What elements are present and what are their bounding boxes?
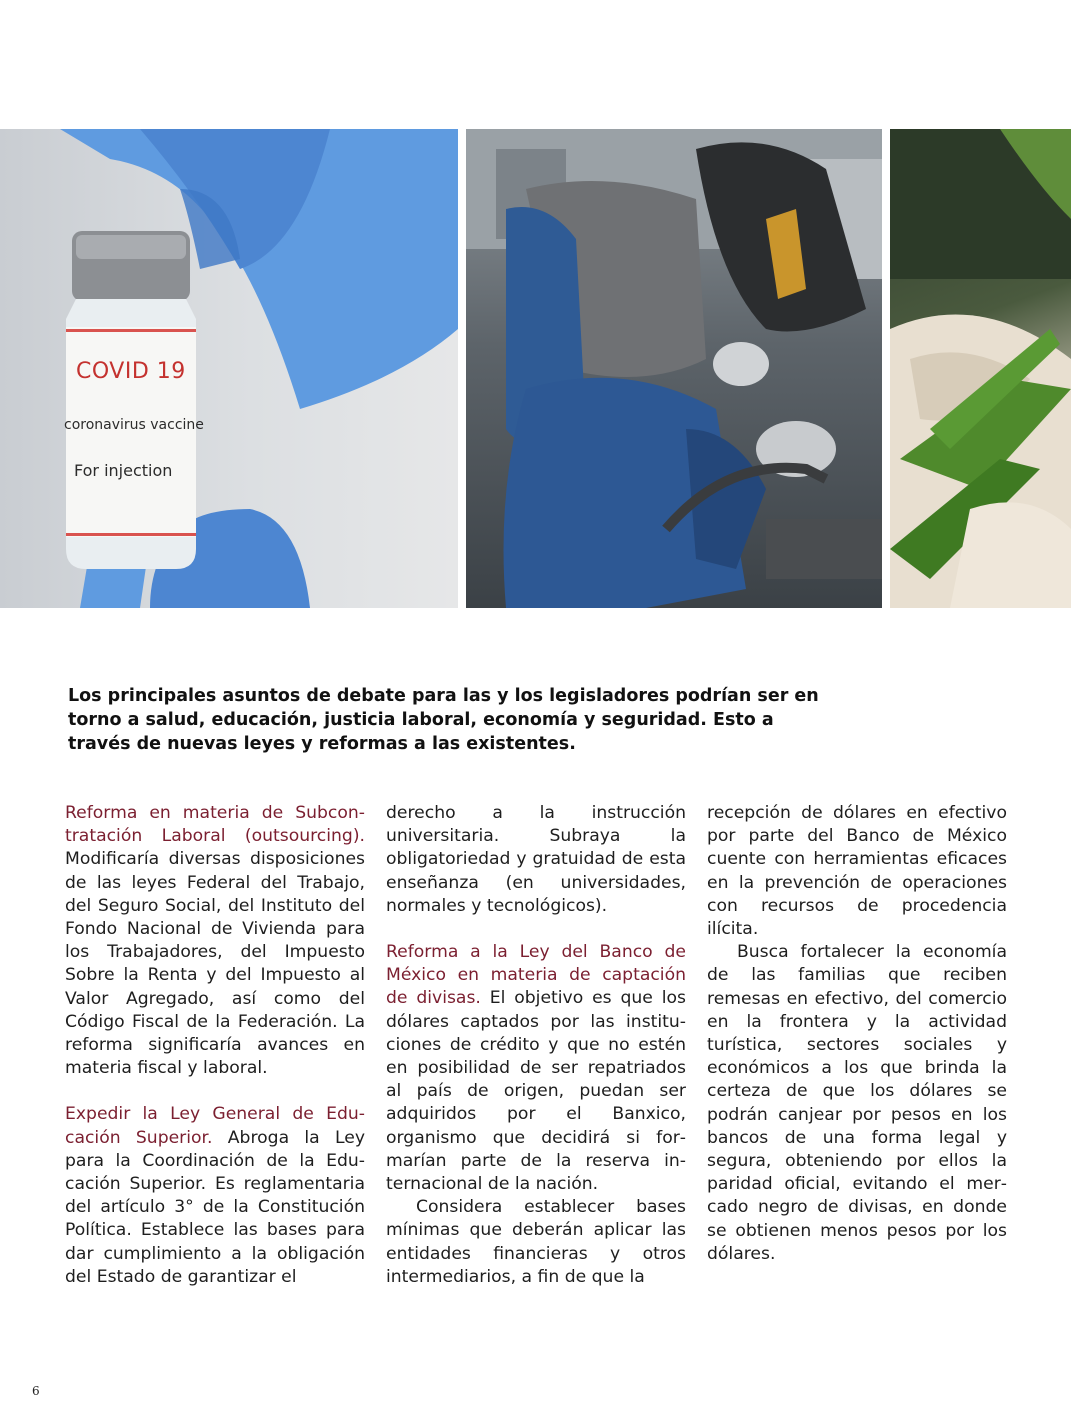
body-banxico-3: Busca fortalecer la economía de las familias que reciben remesas en efectivo, del comercio en la frontera y la actividad turística, sectores sociales y económicos a los que brinda la certeza de que los dólares se podrán canjear por pesos en los bancos de una forma legal y segura, obteniendo por ellos la paridad oficial, evitando el mercado negro de divisas, en donde se obtienen menos pesos por los dólares. [707,942,1007,1264]
body-banxico-2: recepción de dólares en efectivo por parte del Banco de México cuente con herramientas eficaces en la prevención de operaciones con recursos de procedencia ilícita. [707,803,1007,940]
text-column-3 [707,802,1007,1266]
body-outsourcing: Modificaría diversas disposiciones de las leyes Federal del Trabajo, del Seguro Social, del Instituto del Fondo Nacional de Vivienda para los Trabajadores, del Impuesto Sobre la Renta y del Impuesto al Valor Agregado, así como del Código Fiscal de la Federación. La reforma significaría avances en materia fiscal y laboral. [65,849,365,1079]
vial-label-usage: For injection [74,461,173,480]
page-number: 6 [32,1384,40,1398]
vial-label-subtitle: coronavirus vaccine [64,417,204,433]
text-column-1 [65,802,365,1289]
paragraph-banxico-3 [707,941,1007,1266]
paragraph-educacion [65,1103,365,1289]
paragraph-educacion-cont [386,802,686,918]
body-banxico-2: Considera establecer bases mínimas que deberán aplicar las entidades financieras y otros intermediarios, a fin de que la [386,1197,686,1287]
paragraph-outsourcing [65,802,365,1080]
paragraph-banxico-2-cont [707,802,1007,941]
paragraph-banxico [386,941,686,1196]
photo-welder [466,129,882,608]
heading-outsourcing: Reforma en materia de Subcontratación Laboral (outsourcing). [65,803,365,847]
intro-summary: Los principales asuntos de debate para las y los legisladores podrían ser en torno a salud, educación, justicia laboral, economía y seguridad. Esto a través de nuevas leyes y reformas a las existentes. [68,686,819,754]
body-banxico: El objetivo es que los dólares captados por las instituciones de crédito y que no estén en posibilidad de ser repatriados al país de origen, puedan ser adquiridos por el Banxico, organismo que decidirá si formarían parte de la reserva internacional de la nación. [386,988,686,1195]
paragraph-banxico-2 [386,1196,686,1289]
photo-cannabis [890,129,1071,608]
text-column-2 [386,802,686,1289]
heading-banxico: Reforma a la Ley del Banco de México en materia de captación de divisas. [386,942,686,1009]
body-educacion: Abroga la Ley para la Coordinación de la Educación Superior. Es reglamentaria del artículo 3° de la Constitución Política. Establece las bases para dar cumplimiento a la obligación del Estado de garantizar el [65,1127,365,1287]
heading-educacion: Expedir la Ley General de Educación Superior. [65,1104,365,1148]
vial-label [64,331,204,531]
vial-label-title: COVID 19 [76,359,186,384]
photo-covid-vaccine [0,129,458,608]
welder-illustration [466,129,882,608]
body-educacion: derecho a la instrucción universitaria. Subraya la obligatoriedad y gratuidad de esta enseñanza (en universidades, normales y tecnológicos). [386,803,686,916]
cannabis-illustration [890,129,1071,608]
